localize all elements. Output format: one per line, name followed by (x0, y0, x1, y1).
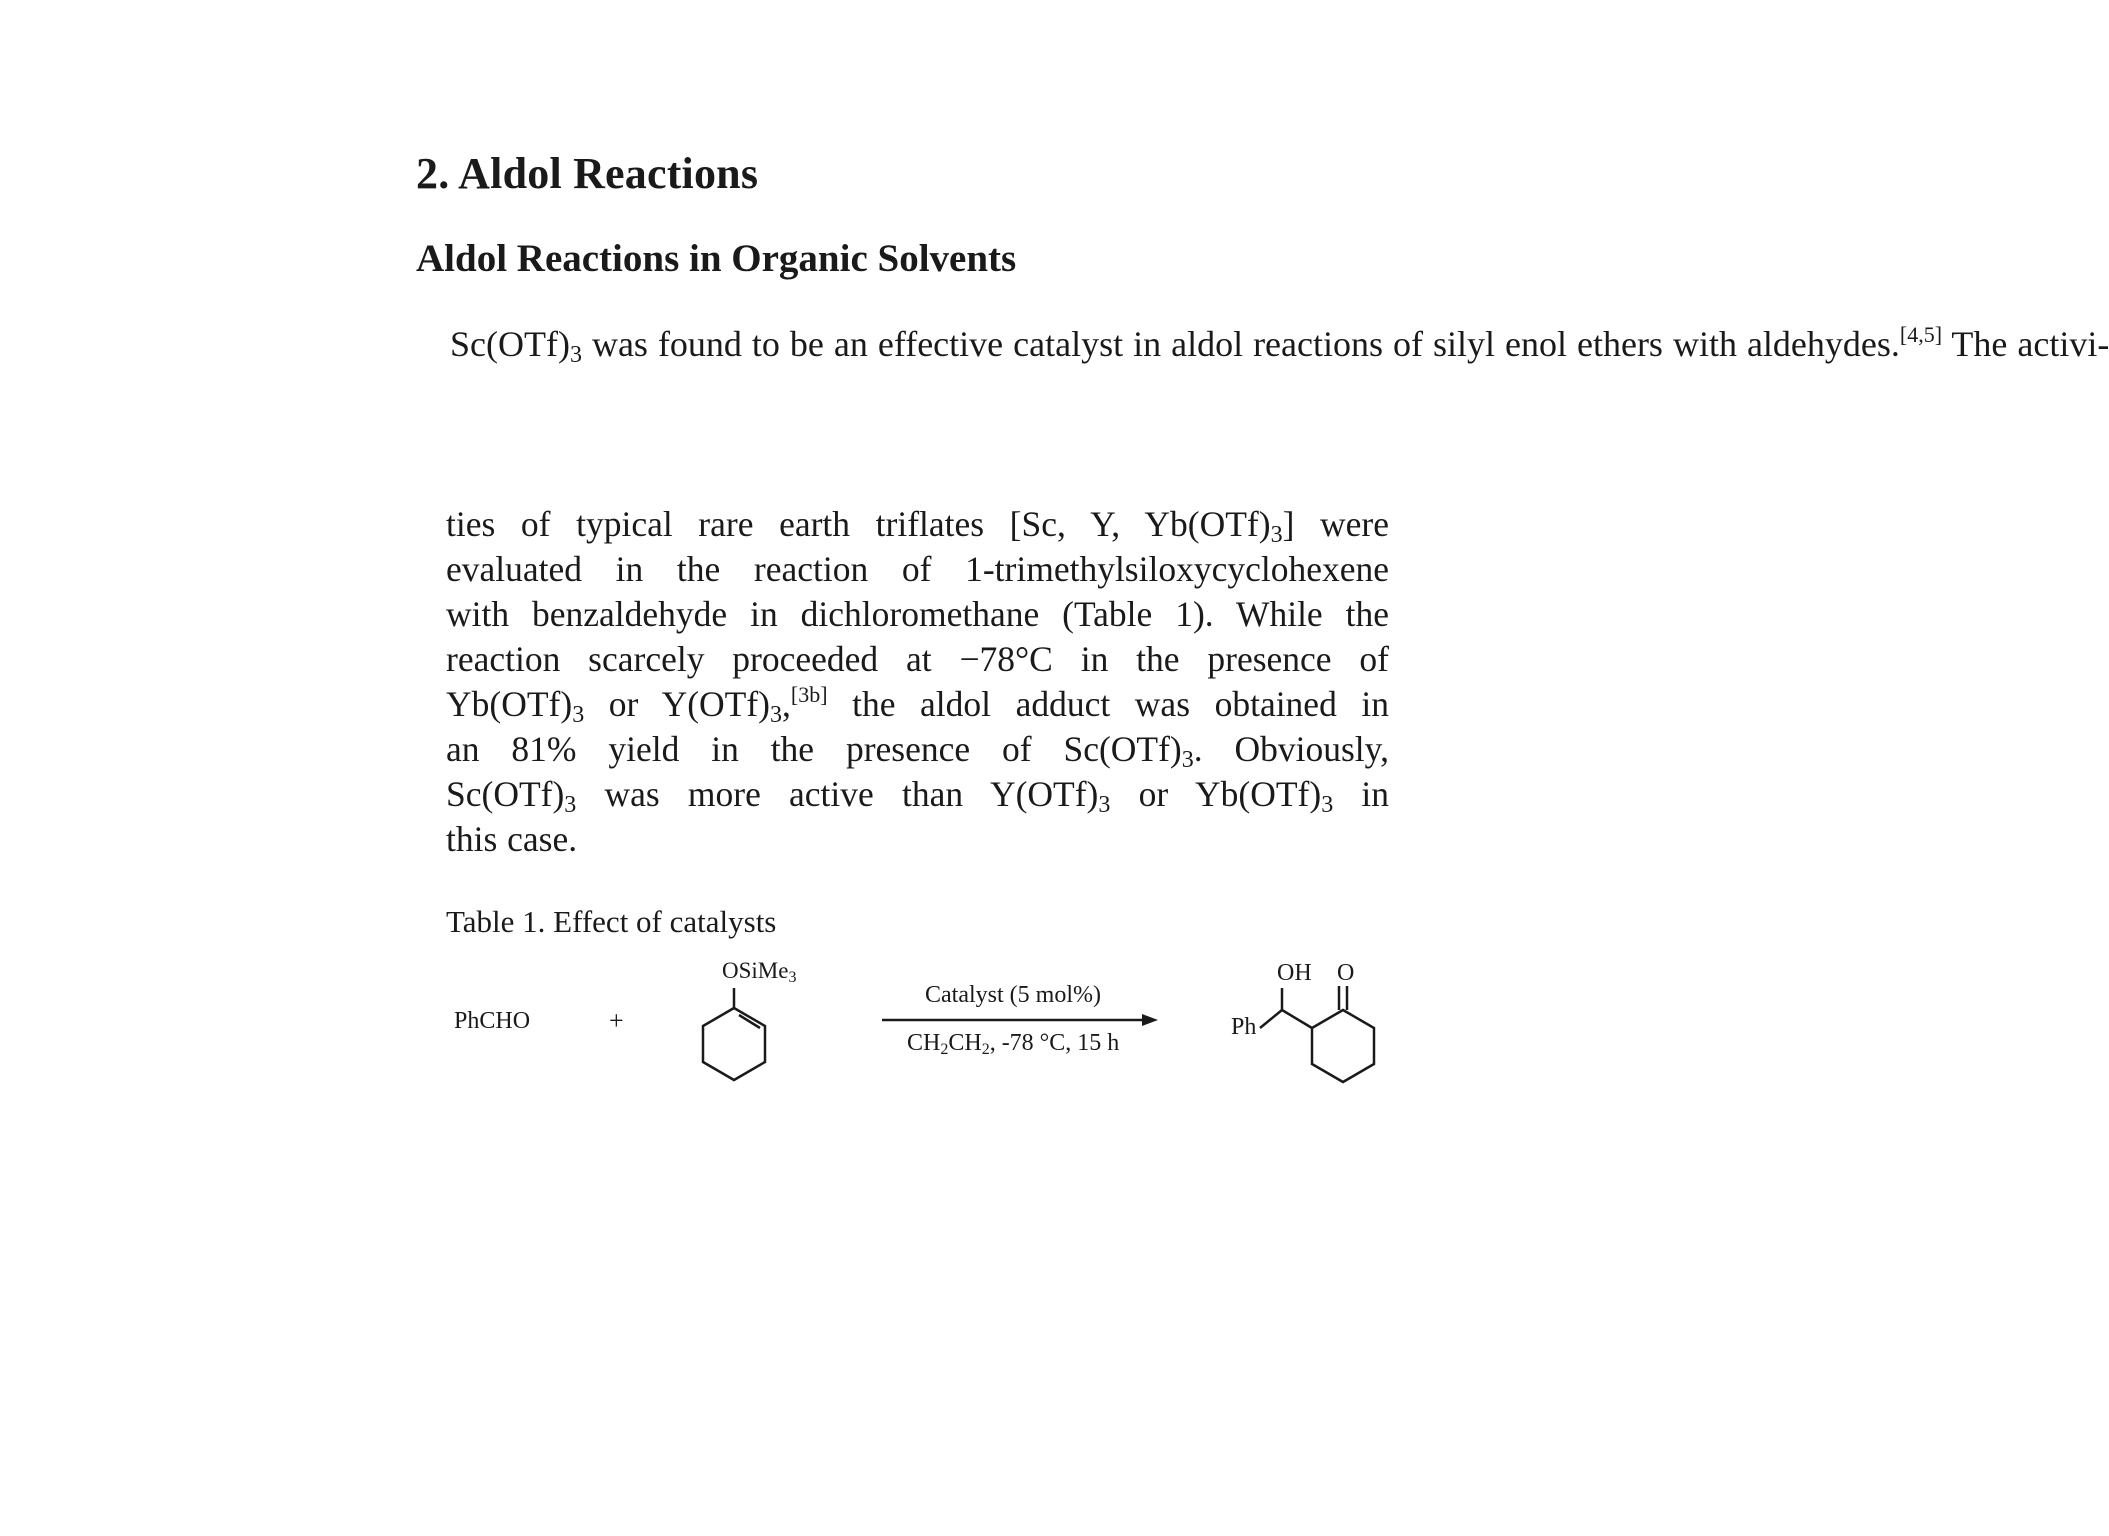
subscript: 3 (788, 969, 797, 986)
product-phenyl-label: Ph (1231, 1014, 1257, 1040)
subscript: 3 (1270, 522, 1283, 548)
text-run: CH (948, 1030, 982, 1056)
text-run: or Yb(OTf) (1110, 774, 1322, 814)
text-run: the aldol adduct was obtained in (827, 684, 1389, 724)
cyclohexene-ring (703, 988, 765, 1080)
plus-sign: + (609, 1006, 624, 1035)
citation-ref: [4,5] (1899, 322, 1943, 347)
subscript: 2 (940, 1041, 949, 1058)
text-line: reaction scarcely proceeded at −78°C in the presence of (446, 639, 1389, 679)
text-run: Yb(OTf) (446, 684, 573, 724)
citation-ref: [3b] (790, 682, 828, 707)
text-run: or Y(OTf) (584, 684, 771, 724)
text-run: , -78 °C, 15 h (989, 1030, 1120, 1056)
subscript: 3 (572, 702, 585, 728)
subscript: 3 (1321, 792, 1334, 818)
subscript: 3 (1098, 792, 1111, 818)
text-run: OSiMe (722, 958, 789, 983)
text-run: an 81% yield in the presence of Sc(OTf) (446, 729, 1182, 769)
subscript: 2 (981, 1041, 990, 1058)
table-caption: Table 1. Effect of catalysts (446, 904, 777, 939)
text-line: evaluated in the reaction of 1-trimethylsiloxycyclohexene (446, 549, 1389, 589)
section-heading: 2. Aldol Reactions (416, 149, 759, 198)
text-run: Sc(OTf) (446, 774, 565, 814)
subscript: 3 (569, 342, 582, 368)
text-run: , (782, 684, 791, 724)
subscript: 3 (564, 792, 577, 818)
product-carbonyl-label: O (1337, 960, 1355, 986)
text-line: with benzaldehyde in dichloromethane (Table 1). While the (446, 594, 1389, 634)
text-run: . Obviously, (1193, 729, 1389, 769)
reaction-arrow (882, 1014, 1158, 1026)
text-run: Sc(OTf) (450, 324, 570, 364)
text-run: in (1333, 774, 1389, 814)
text-run: CH (907, 1030, 941, 1056)
text-run: ] were (1282, 504, 1389, 544)
subscript: 3 (1181, 747, 1194, 773)
subsection-heading: Aldol Reactions in Organic Solvents (416, 237, 1017, 280)
reaction-catalyst-condition: Catalyst (5 mol%) (925, 982, 1101, 1008)
text-run: was more active than Y(OTf) (576, 774, 1099, 814)
text-run: The activi- (1942, 324, 2109, 364)
aldol-product-structure (1260, 986, 1374, 1082)
subscript: 3 (770, 702, 783, 728)
reactant-benzaldehyde: PhCHO (454, 1008, 531, 1034)
text-line: this case. (446, 819, 578, 859)
product-hydroxyl-label: OH (1277, 960, 1312, 986)
text-run: was found to be an effective catalyst in aldol reactions of silyl enol ethers with aldehydes. (581, 324, 1900, 364)
text-run: ties of typical rare earth triflates [Sc, Y, Yb(OTf) (446, 504, 1271, 544)
